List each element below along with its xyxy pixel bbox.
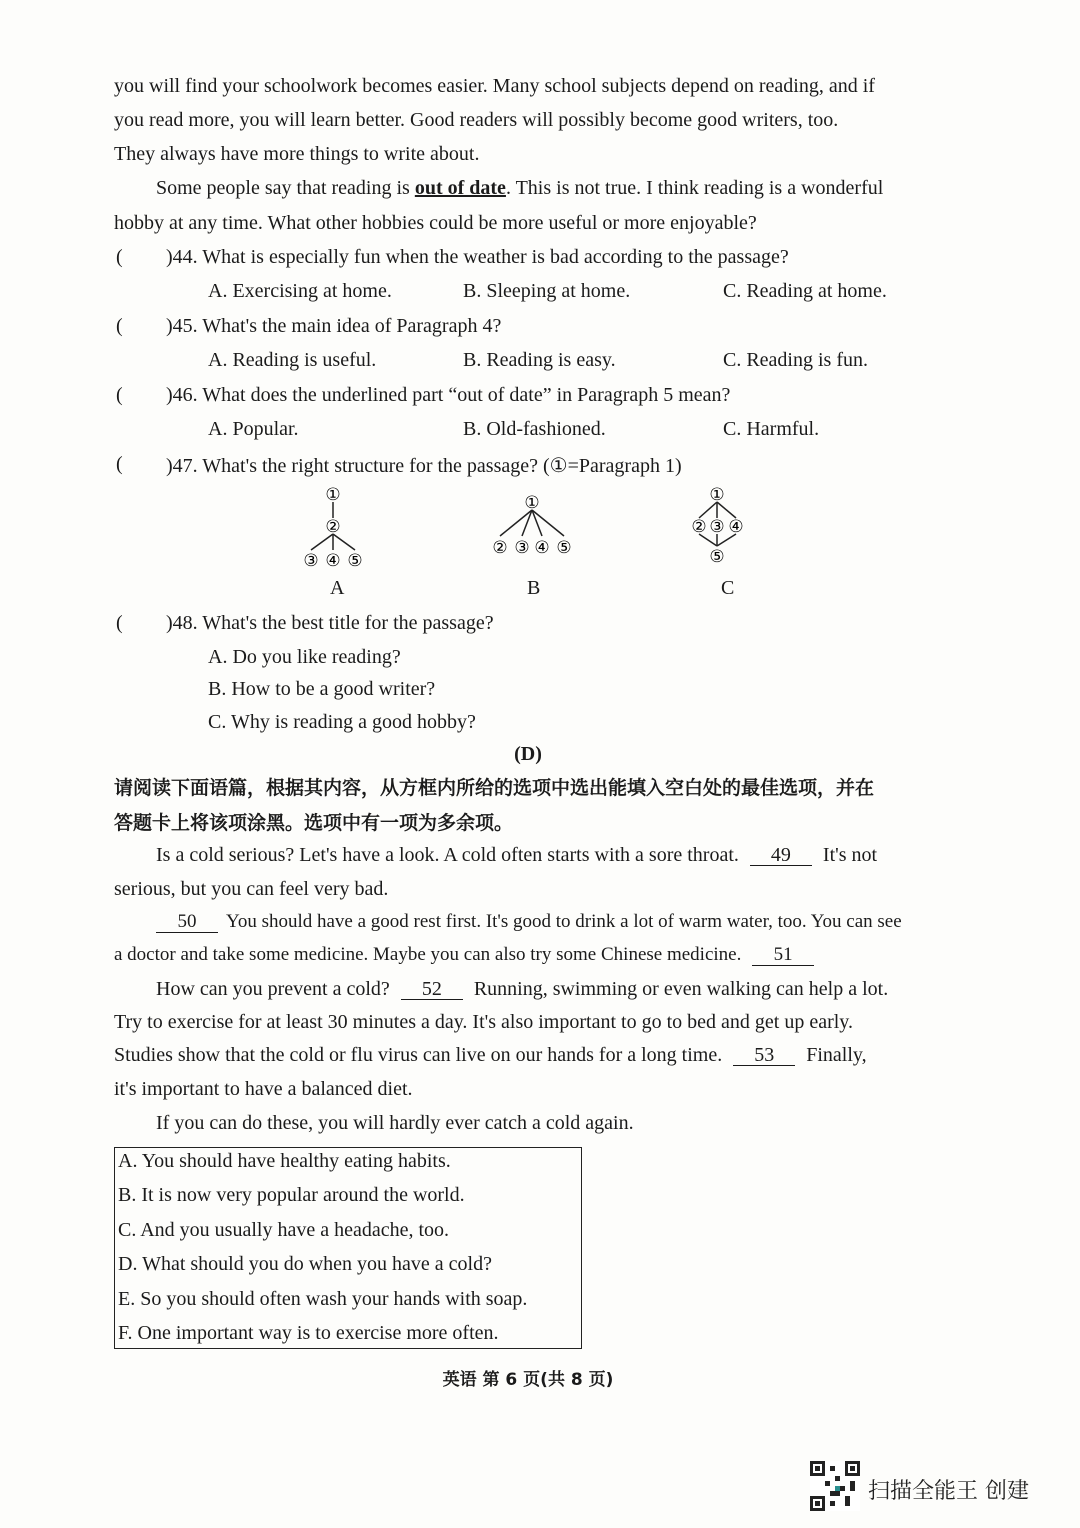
passage-line: serious, but you can feel very bad. xyxy=(114,878,389,900)
passage-line: If you can do these, you will hardly ever catch a cold again. xyxy=(156,1112,634,1134)
blank-51[interactable]: 51 xyxy=(752,945,814,966)
node-1: ① xyxy=(524,493,540,512)
structure-diagram-b xyxy=(488,490,584,562)
passage-line: Try to exercise for at least 30 minutes a day. It's also important to go to bed and get up early. xyxy=(114,1011,853,1033)
text: It's not xyxy=(822,844,878,866)
instruction-line: 答题卡上将该项涂黑。选项中有一项为多余项。 xyxy=(114,812,514,834)
structure-diagram-a xyxy=(295,484,375,574)
answer-paren[interactable]: ( xyxy=(116,612,123,634)
node-5: ⑤ xyxy=(347,551,363,570)
passage-line: you will find your schoolwork becomes easier. Many school subjects depend on reading, and if xyxy=(114,75,875,97)
option-b: B. Sleeping at home. xyxy=(463,280,631,302)
option-c: C. Reading at home. xyxy=(723,280,887,302)
option-b: B. Reading is easy. xyxy=(463,349,616,371)
node-2: ② xyxy=(492,538,508,557)
text: You should have a good rest first. It's good to drink a lot of warm water, too. You can see xyxy=(226,911,902,932)
node-3: ③ xyxy=(514,538,530,557)
option-a: A. Popular. xyxy=(208,418,299,440)
option-b: B. How to be a good writer? xyxy=(208,678,436,700)
text: . This is not true. I think reading is a wonderful xyxy=(505,177,884,199)
node-2: ② xyxy=(325,517,341,536)
text: a doctor and take some medicine. Maybe you can also try some Chinese medicine. xyxy=(114,944,742,965)
blank-53[interactable]: 53 xyxy=(733,1045,795,1066)
node-3: ③ xyxy=(709,517,725,536)
text: Running, swimming or even walking can help a lot. xyxy=(473,978,889,1000)
qr-code-icon xyxy=(810,1461,860,1511)
node-3: ③ xyxy=(303,551,319,570)
structure-diagram-c xyxy=(686,484,756,570)
node-4: ④ xyxy=(325,551,341,570)
answer-paren[interactable]: ( xyxy=(116,315,123,337)
question-45: )45. What's the main idea of Paragraph 4? xyxy=(166,315,502,337)
page-footer: 英语 第 6 页(共 8 页) xyxy=(442,1370,614,1390)
instruction-line: 请阅读下面语篇，根据其内容，从方框内所给的选项中选出能填入空白处的最佳选项，并在 xyxy=(114,777,875,799)
answer-paren[interactable]: ( xyxy=(116,246,123,268)
answer-paren[interactable]: ( xyxy=(116,384,123,406)
scanner-watermark: 扫描全能王 创建 xyxy=(868,1479,1029,1504)
option-b: B. Old-fashioned. xyxy=(463,418,606,440)
diagram-label-c: C xyxy=(721,577,735,599)
passage-line: They always have more things to write about. xyxy=(114,143,480,165)
answer-paren[interactable]: ( xyxy=(116,453,123,475)
underlined-phrase: out of date xyxy=(414,177,506,199)
question-47: )47. What's the right structure for the passage? (①=Paragraph 1) xyxy=(166,455,682,477)
option-c: C. Why is reading a good hobby? xyxy=(208,711,476,733)
box-option-d: D. What should you do when you have a cold? xyxy=(118,1253,492,1275)
passage-line xyxy=(156,910,902,934)
passage-line xyxy=(114,943,814,967)
box-option-c: C. And you usually have a headache, too. xyxy=(118,1219,450,1241)
node-5: ⑤ xyxy=(556,538,572,557)
box-option-e: E. So you should often wash your hands with soap. xyxy=(118,1288,528,1310)
passage-line: you read more, you will learn better. Good readers will possibly become good writers, too. xyxy=(114,109,839,131)
passage-line xyxy=(156,977,888,1001)
node-5: ⑤ xyxy=(709,547,725,566)
options-box xyxy=(114,1147,582,1349)
text: Finally, xyxy=(806,1044,867,1066)
node-4: ④ xyxy=(534,538,550,557)
text: How can you prevent a cold? xyxy=(156,978,390,1000)
passage-line xyxy=(114,1043,867,1067)
text: Is a cold serious? Let's have a look. A cold often starts with a sore throat. xyxy=(156,844,739,866)
question-46: )46. What does the underlined part “out of date” in Paragraph 5 mean? xyxy=(166,384,731,406)
option-c: C. Reading is fun. xyxy=(723,349,868,371)
node-2: ② xyxy=(691,517,707,536)
node-1: ① xyxy=(325,485,341,504)
passage-line xyxy=(156,843,877,867)
node-1: ① xyxy=(709,485,725,504)
passage-line: hobby at any time. What other hobbies could be more useful or more enjoyable? xyxy=(114,212,757,234)
passage-line xyxy=(156,176,883,200)
blank-52[interactable]: 52 xyxy=(401,979,463,1000)
section-title: (D) xyxy=(514,743,542,765)
option-a: A. Exercising at home. xyxy=(208,280,392,302)
question-48: )48. What's the best title for the passage? xyxy=(166,612,494,634)
node-4: ④ xyxy=(728,517,744,536)
text: Studies show that the cold or flu virus can live on our hands for a long time. xyxy=(114,1044,723,1066)
option-a: A. Reading is useful. xyxy=(208,349,377,371)
question-44: )44. What is especially fun when the weather is bad according to the passage? xyxy=(166,246,789,268)
box-option-a: A. You should have healthy eating habits. xyxy=(118,1150,451,1172)
box-option-b: B. It is now very popular around the world. xyxy=(118,1184,465,1206)
blank-50[interactable]: 50 xyxy=(156,912,218,933)
passage-line: it's important to have a balanced diet. xyxy=(114,1078,413,1100)
option-c: C. Harmful. xyxy=(723,418,820,440)
box-option-f: F. One important way is to exercise more often. xyxy=(118,1322,499,1344)
option-a: A. Do you like reading? xyxy=(208,646,401,668)
blank-49[interactable]: 49 xyxy=(750,845,812,866)
diagram-label-a: A xyxy=(330,577,345,599)
diagram-label-b: B xyxy=(527,577,541,599)
text: Some people say that reading is xyxy=(156,177,415,199)
